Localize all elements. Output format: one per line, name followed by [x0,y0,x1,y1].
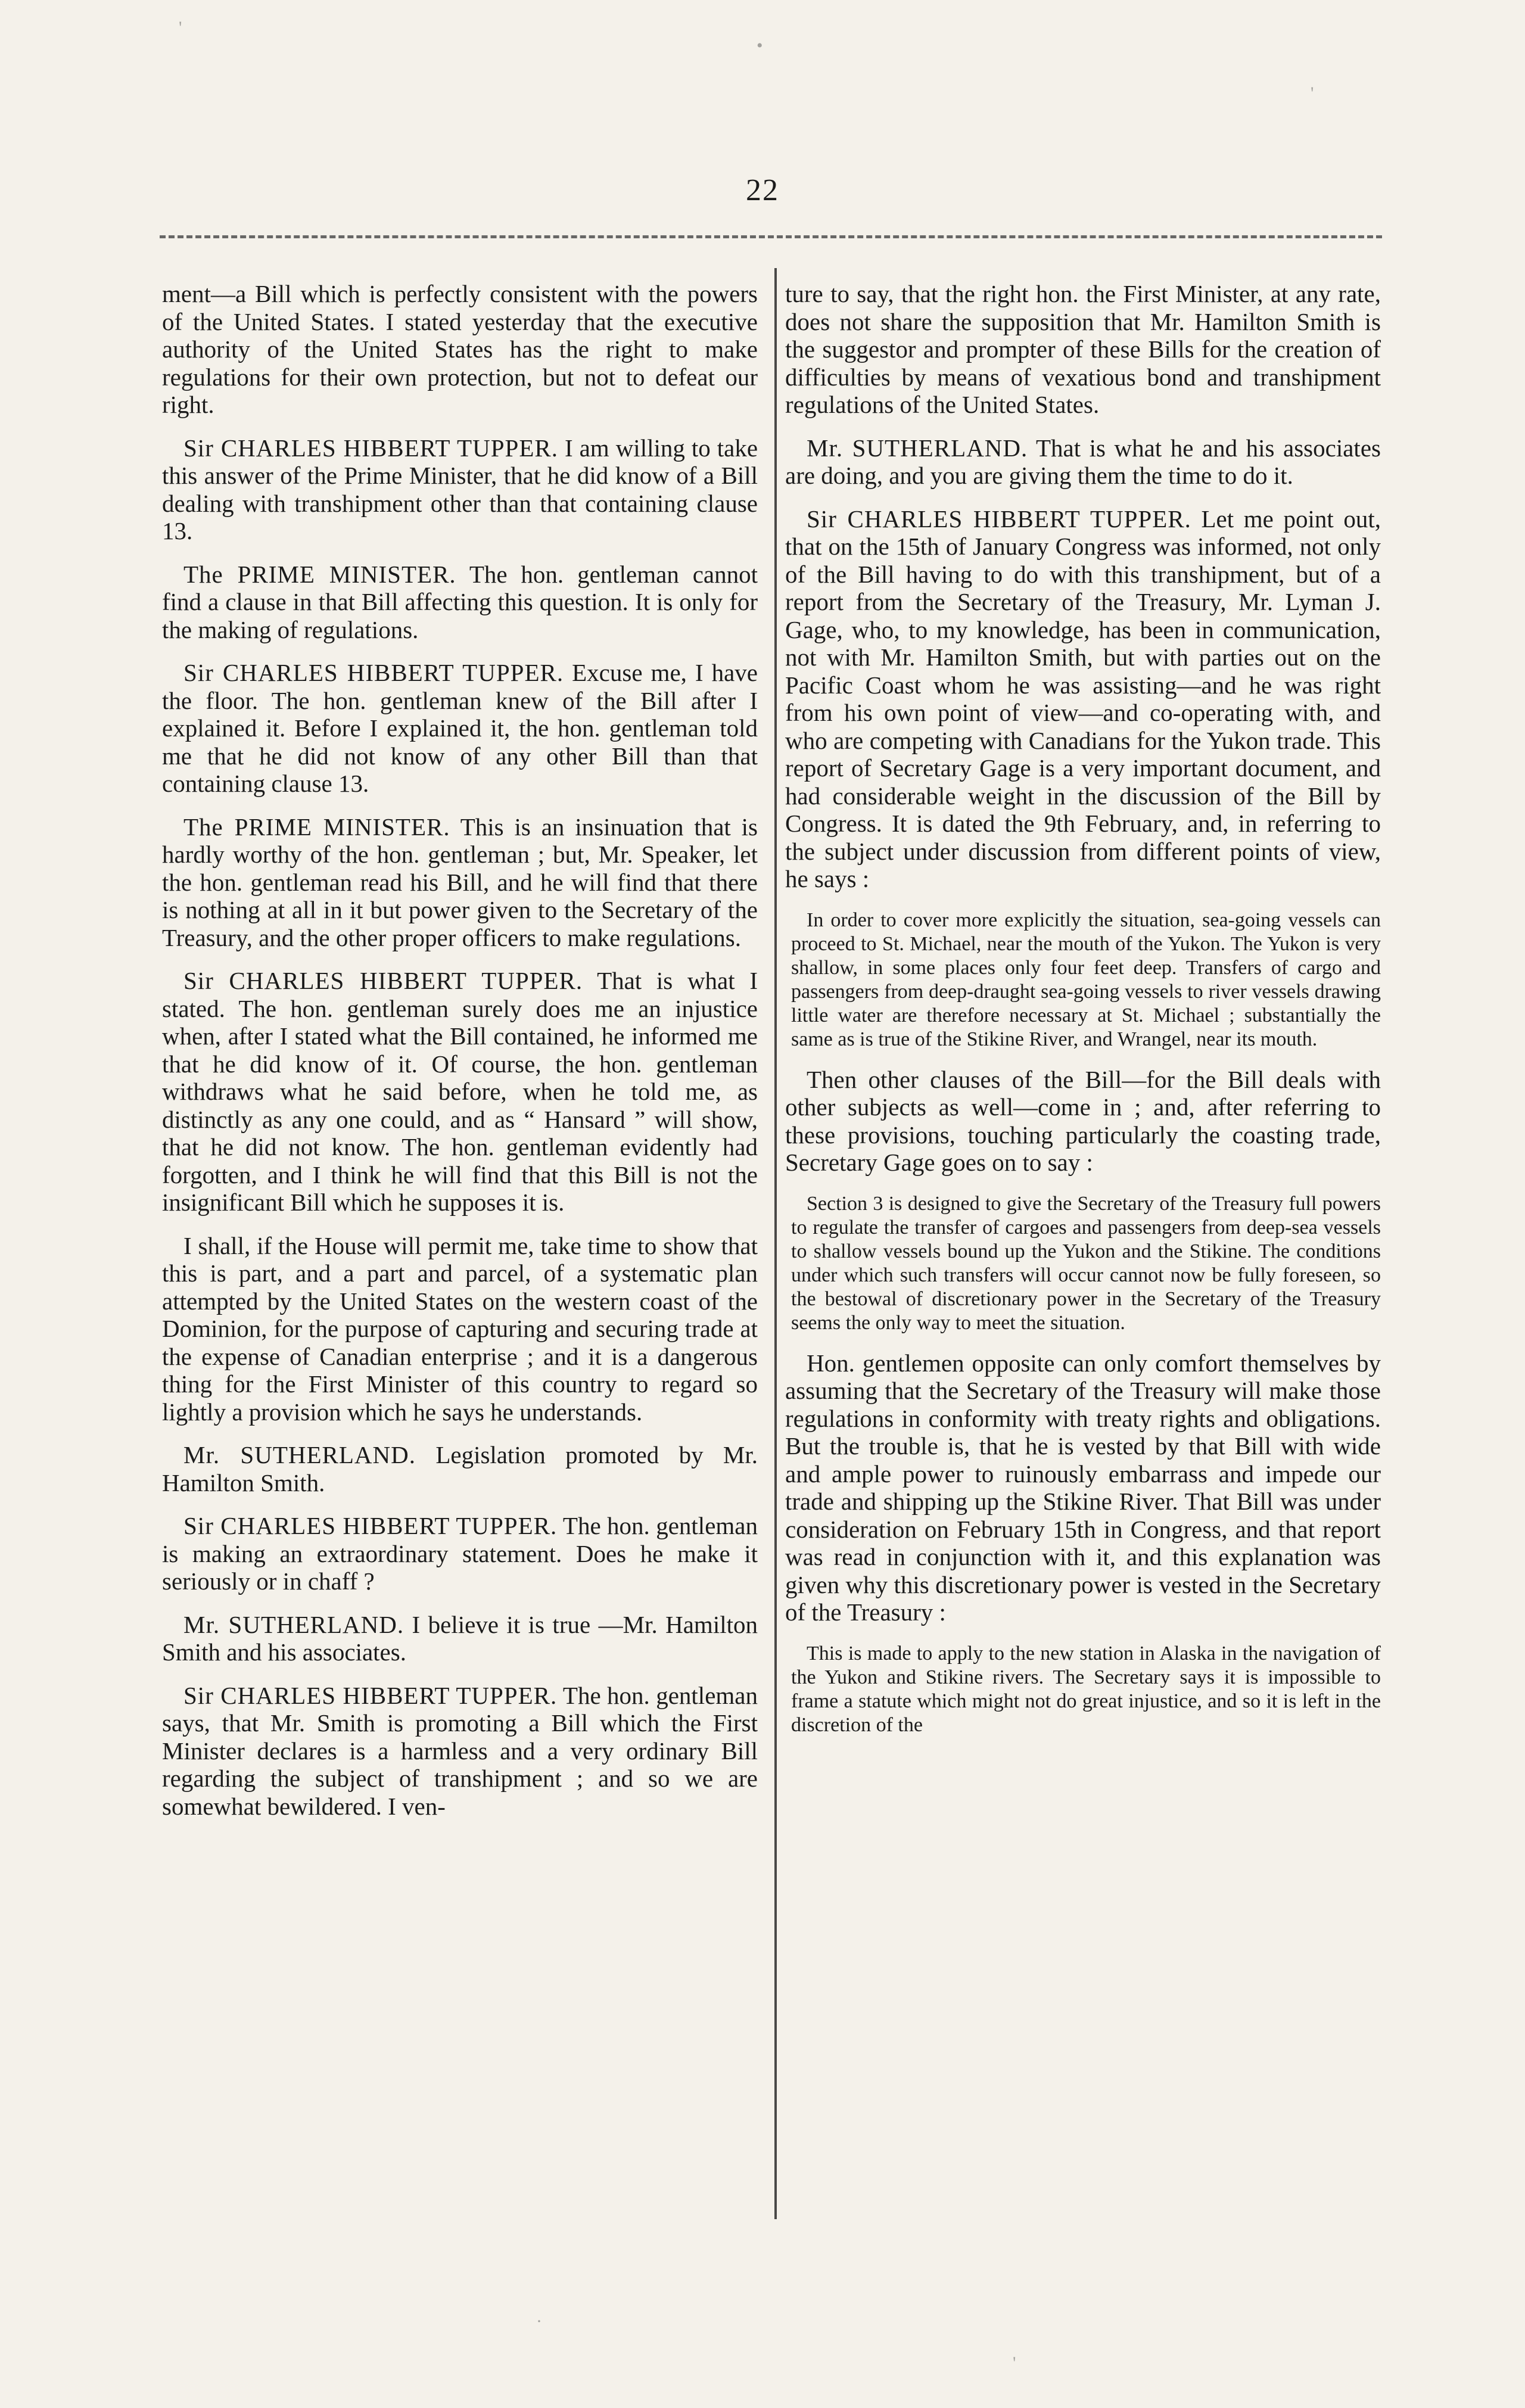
paragraph-text: The hon. gentleman is making an extraordinary statement. Does he make it seriously or in chaff ? [162,1512,758,1595]
speaker-name: Mr. SUTHERLAND. [183,1441,416,1469]
paragraph-text: The hon. gentleman says, that Mr. Smith is promoting a Bill which the First Minister declares is a harmless and a very ordinary Bill regarding the subject of transhipment ; and so we are somewhat bewildered. I ven- [162,1681,758,1820]
page-number: 22 [746,173,779,207]
scan-speck: ' [1013,2353,1016,2373]
paragraph-text: Legislation promoted by Mr. Hamilton Smith. [162,1441,758,1497]
speech-paragraph [162,813,758,952]
paragraph-text: In order to cover more explicitly the situation, sea-going vessels can proceed to St. Michael, near the mouth of the Yukon. The Yukon is very shallow, in some places only four feet deep. Transfers of cargo and passengers from deep-draught sea-going vessels to river vessels drawing little water are therefore necessary at St. Michael ; substantially the same as is true of the Stikine River, and Wrangel, near its mouth. [791,909,1381,1050]
speech-paragraph [162,1611,758,1666]
speaker-name: Mr. SUTHERLAND. [183,1610,404,1638]
speaker-name: Sir CHARLES HIBBERT TUPPER. [183,967,583,994]
speech-paragraph [785,1349,1381,1626]
speech-paragraph [162,280,758,419]
speech-paragraph [162,434,758,545]
paragraph-text: Section 3 is designed to give the Secretary of the Treasury full powers to regulate the transfer of cargoes and passengers from deep-sea vessels to shallow vessels bound up the Yukon and the Stikine. The conditions under which such transfers will occur cannot now be fully foreseen, so the bestowal of discretionary power in the Secretary of the Treasury seems the only way to meet the situation. [791,1192,1381,1334]
paragraph-text: Then other clauses of the Bill—for the Bill deals with other subjects as well—come in ; and, after referring to these provisions, touching particularly the coasting trade, Secretary Gage goes on to say : [785,1065,1381,1176]
speaker-name: Sir CHARLES HIBBERT TUPPER. [807,505,1191,533]
quoted-passage [791,1642,1381,1737]
paragraph-text: ture to say, that the right hon. the First Minister, at any rate, does not share the supposition that Mr. Hamilton Smith is the suggestor and prompter of these Bills for the creation of difficulties by means of vexatious bond and transhipment regulations of the United States. [785,280,1381,418]
header-rule [160,235,1382,238]
speech-paragraph [785,280,1381,419]
speech-paragraph [162,967,758,1217]
scan-speck: ' [179,18,182,38]
quoted-passage [791,1192,1381,1335]
speaker-name: Sir CHARLES HIBBERT TUPPER. [183,1681,558,1709]
speaker-name: Mr. SUTHERLAND. [807,434,1028,462]
scan-speck: · [536,2311,542,2331]
left-column [162,280,758,1835]
speech-paragraph [162,1512,758,1595]
speaker-name: Sir CHARLES HIBBERT TUPPER. [183,1512,558,1539]
speech-paragraph [785,505,1381,893]
speech-paragraph [162,1682,758,1821]
scan-speck: • [757,36,763,55]
speech-paragraph [162,659,758,798]
speech-paragraph [785,1066,1381,1177]
paragraph-text: I am willing to take this answer of the Prime Minister, that he did know of a Bill dealing with transhipment other than that containing clause 13. [162,434,758,545]
paragraph-text: Excuse me, I have the floor. The hon. gentleman knew of the Bill after I explained it. Before I explained it, the hon. gentleman told me that he did not know of any other Bill than that containing clause 13. [162,659,758,797]
paragraph-text: That is what I stated. The hon. gentleman surely does me an injustice when, after I stated what the Bill contained, he informed me that he did know of it. Of course, the hon. gentleman withdraws what he said before, when he told me, as distinctly as any one could, and as “ Hansard ” will show, that he did not know. The hon. gentleman evidently had forgotten, and I think he will find that this Bill is not the insignificant Bill which he supposes it is. [162,967,758,1216]
scan-speck: ' [1311,83,1314,103]
paragraph-text: This is an insinuation that is hardly worthy of the hon. gentleman ; but, Mr. Speaker, let the hon. gentleman read his Bill, and he will find that there is nothing at all in it but power given to the Secretary of the Treasury, and the other proper officers to make regulations. [162,813,758,951]
speaker-name: Sir CHARLES HIBBERT TUPPER. [183,434,558,462]
paragraph-text: This is made to apply to the new station in Alaska in the navigation of the Yukon and Stikine rivers. The Secretary says it is impossible to frame a statute which might not do great injustice, and so it is left in the discretion of the [791,1642,1381,1736]
paragraph-text: I believe it is true —Mr. Hamilton Smith and his associates. [162,1610,758,1666]
paragraph-text: Hon. gentlemen opposite can only comfort themselves by assuming that the Secretary of the Treasury will make those regulations in conformity with treaty rights and obligations. But the trouble is, that he is vested by that Bill with wide and ample power to ruinously embarrass and impede our trade and shipping up the Stikine River. That Bill was under consideration on February 15th in Congress, and that report was read in conjunction with it, and this explanation was given why this discretionary power is vested in the Secretary of the Treasury : [785,1349,1381,1626]
speech-paragraph [162,561,758,644]
speech-paragraph [162,1441,758,1497]
speaker-name: The PRIME MINISTER. [183,813,450,841]
speech-paragraph [162,1232,758,1426]
speaker-name: Sir CHARLES HIBBERT TUPPER. [183,659,564,686]
column-divider [774,268,777,2219]
paragraph-text: I shall, if the House will permit me, take time to show that this is part, and a part and parcel, of a systematic plan attempted by the United States on the western coast of the Dominion, for the purpose of capturing and securing trade at the expense of Canadian enterprise ; and it is a dangerous thing for the First Minister of this country to regard so lightly a provision which he says he understands. [162,1231,758,1426]
right-column [785,280,1381,1751]
paragraph-text: ment—a Bill which is perfectly consistent with the powers of the United States. I stated yesterday that the executive authority of the United States has the right to make regulations for their own protection, but not to defeat our right. [162,280,758,418]
speaker-name: The PRIME MINISTER. [183,560,456,588]
quoted-passage [791,909,1381,1051]
paragraph-text: The hon. gentleman cannot find a clause in that Bill affecting this question. It is only for the making of regulations. [162,560,758,643]
speech-paragraph [785,434,1381,490]
paragraph-text: That is what he and his associates are doing, and you are giving them the time to do it. [785,434,1381,489]
paragraph-text: Let me point out, that on the 15th of January Congress was informed, not only of the Bill having to do with this transhipment, but of a report from the Secretary of the Treasury, Mr. Lyman J. Gage, who, to my knowledge, has been in communication, not with Mr. Hamilton Smith, but with parties out on the Pacific Coast whom he was assisting—and he was right from his own point of view—and co-operating with, and who are competing with Canadians for the Yukon trade. This report of Secretary Gage is a very important document, and had considerable weight in the discussion of the Bill by Congress. It is dated the 9th February, and, in referring to the subject under discussion from different points of view, he says : [785,505,1381,892]
